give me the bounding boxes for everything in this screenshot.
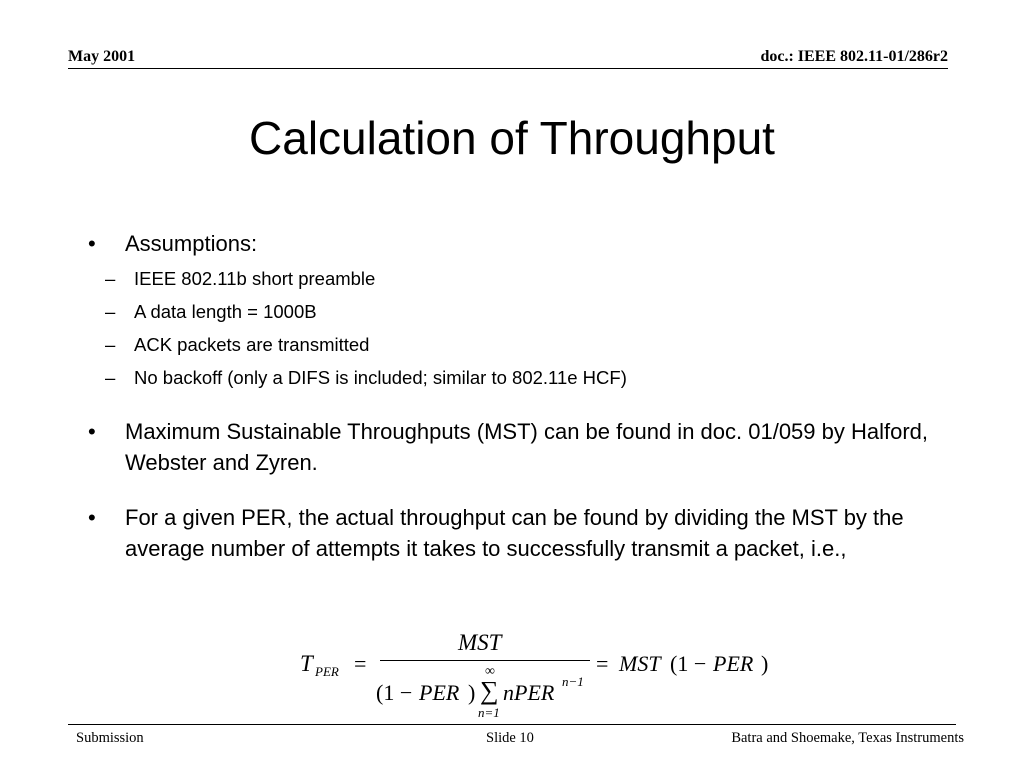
formula-rhs-close: ) [761,651,769,676]
dash-icon: – [105,268,116,289]
slide-title: Calculation of Throughput [249,112,775,164]
list-item-text: IEEE 802.11b short preamble [134,268,376,289]
formula-numerator: MST [458,630,502,655]
dash-icon: – [105,334,116,355]
footer-slide-number: Slide 10 [486,730,534,746]
header-date: May 2001 [68,48,136,65]
list-item [88,295,948,328]
formula-den-right: ) [468,680,476,705]
formula-rhs-open: (1 − [670,651,707,676]
formula-rhs-mst: MST [619,651,661,676]
formula-sum-lower: n=1 [478,705,500,720]
slide-body [88,228,948,564]
sum-icon: ∑ [480,676,499,705]
formula-term-exp: n−1 [562,674,584,689]
formula-den-left: (1 − [376,680,413,705]
formula-den-per: PER [419,680,460,705]
footer-authors: Batra and Shoemake, Texas Instruments [731,730,964,746]
bullet-assumptions [88,228,948,259]
list-item-text: No backoff (only a DIFS is included; similar to 802.11e HCF) [134,367,627,388]
footer-divider [68,724,956,725]
formula-sum-upper: ∞ [485,664,495,679]
header-doc-id: doc.: IEEE 802.11-01/286r2 [760,48,948,65]
bullet-text: For a given PER, the actual throughput can be found by dividing the MST by the average number of attempts it takes to successfully transmit a packet, i.e., [125,505,904,561]
dash-icon: – [105,367,116,388]
bullet-text: Assumptions: [125,231,258,256]
list-item [88,262,948,295]
header-divider [68,68,948,69]
bullet-mst [88,416,948,478]
fraction-bar [380,660,590,661]
formula-equals: = [354,651,367,676]
list-item-text: ACK packets are transmitted [134,334,370,355]
assumptions-list [88,262,948,394]
dash-icon: – [105,301,116,322]
bullet-icon: • [88,231,96,256]
formula-rhs-equals: = [596,651,609,676]
bullet-icon: • [88,505,96,530]
bullet-per [88,502,948,564]
bullet-text: Maximum Sustainable Throughputs (MST) can be found in doc. 01/059 by Halford, Webster and Zyren. [125,419,929,475]
list-item [88,328,948,361]
formula-lhs-var: T [300,651,313,676]
formula-lhs-sub: PER [315,664,339,679]
footer-submission: Submission [76,730,144,746]
list-item [88,361,948,394]
list-item-text: A data length = 1000B [134,301,317,322]
formula-rhs-per: PER [713,651,754,676]
throughput-formula [300,630,780,725]
bullet-icon: • [88,419,96,444]
formula-term: nPER [503,680,555,705]
